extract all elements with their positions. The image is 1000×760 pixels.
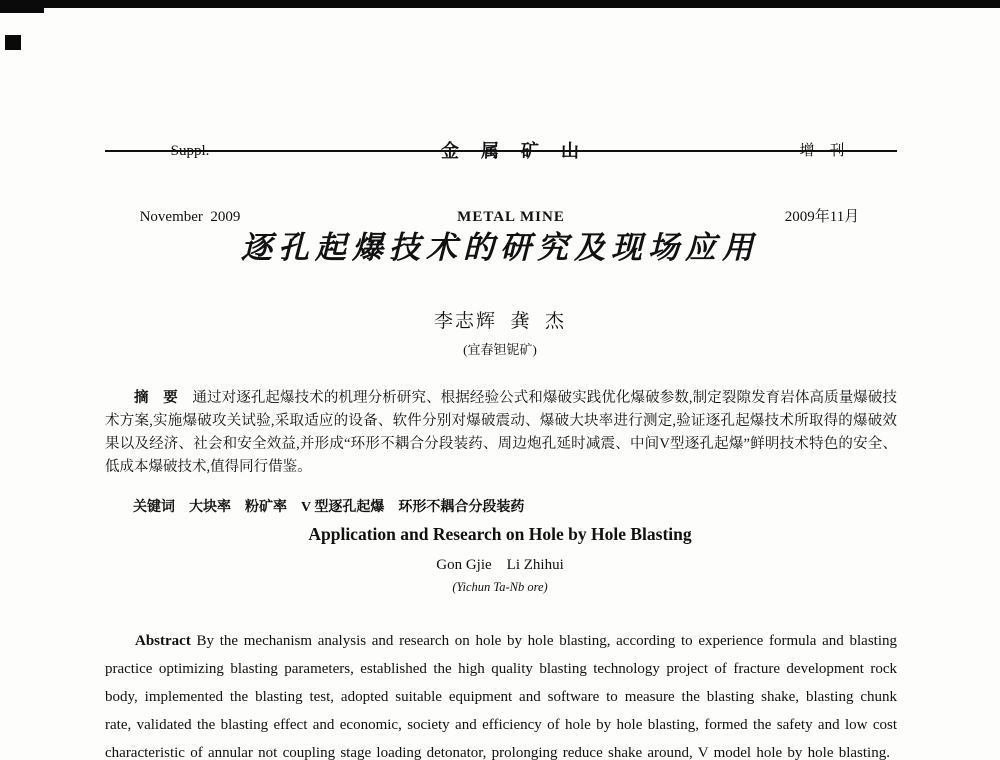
authors-cn: 李志辉 龚 杰 xyxy=(433,311,566,332)
header-supplement-label: Suppl. xyxy=(170,143,210,159)
article-title-en: Application and Research on Hole by Hole Blasting xyxy=(308,524,692,544)
abstract-en-text: By the mechanism analysis and research on hole by hole blasting, according to experience formula and blasting practice optimizing blasting parameters, established the high quality blasting technology project of fracture development rock body, implemented the blasting test, adopted suitable equipment and software to measure the blasting shake, blasting chunk rate, validated the blasting effect and economic, society and efficiency of hole by hole blasting, formed the safety and low cost characteristic of annular not coupling stage loading detonator, prolonging reduce shake around, V model hole by hole blasting. xyxy=(105,633,897,760)
keywords-cn-label: 关键词 xyxy=(133,500,175,515)
abstract-cn xyxy=(105,387,897,479)
article-title-cn: 逐孔起爆技术的研究及现场应用 xyxy=(241,230,759,265)
abstract-cn-label: 摘 要 xyxy=(134,389,178,406)
journal-title-en: METAL MINE xyxy=(457,209,565,225)
journal-title-cn: 金 属 矿 山 xyxy=(441,141,581,161)
header-supplement-label-cn: 增 刊 xyxy=(799,143,845,159)
authors-en: Gon Gjie Li Zhihui xyxy=(436,557,564,573)
scan-artifact-left-square xyxy=(5,35,21,50)
header-issue-date-cn: 2009年11月 xyxy=(784,209,860,225)
scan-artifact-top-bar xyxy=(0,0,1000,8)
abstract-en-label: Abstract xyxy=(135,633,191,649)
abstract-cn-text: 通过对逐孔起爆技术的机理分析研究、根据经验公式和爆破实践优化爆破参数,制定裂隙发育岩体高质量爆破技术方案,实施爆破攻关试验,采取适应的设备、软件分别对爆破震动、爆破大块率进行测定,验证逐孔起爆技术所取得的爆破效果以及经济、社会和安全效益,并形成“环形不耦合分段装药、周边炮孔延时减震、中间V型逐孔起爆”鲜明技术特色的安全、低成本爆破技术,值得同行借鉴。 xyxy=(105,389,897,475)
header-divider-rule xyxy=(105,150,897,152)
keywords-cn xyxy=(105,496,897,516)
header-issue-date-en: November 2009 xyxy=(139,209,241,225)
affiliation-cn: (宜春钽铌矿) xyxy=(463,342,537,357)
keywords-cn-text: 大块率 粉矿率 V 型逐孔起爆 环形不耦合分段装药 xyxy=(175,500,525,515)
journal-header xyxy=(105,96,897,225)
abstract-en xyxy=(105,627,897,760)
affiliation-en: (Yichun Ta-Nb ore) xyxy=(452,580,548,594)
scan-artifact-top-left-blob xyxy=(0,0,44,13)
